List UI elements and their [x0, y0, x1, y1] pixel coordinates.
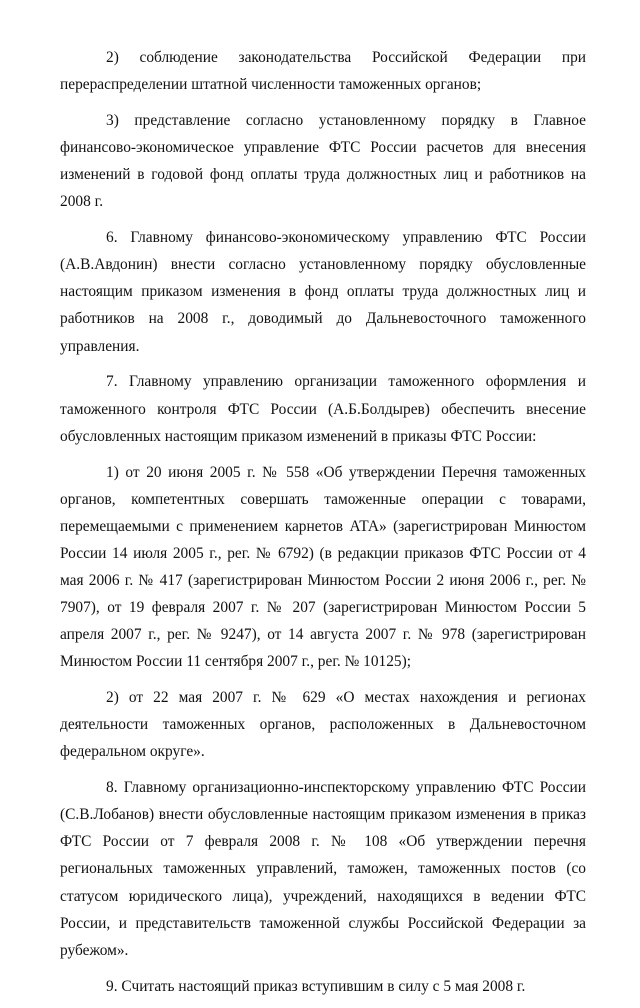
clause-7-item-2: 2) от 22 мая 2007 г. № 629 «О местах нахождения и регионах деятельности таможенных органов, расположенных в Дальневосточном федеральном округе». — [60, 689, 586, 761]
item-2-compliance: 2) соблюдение законодательства Российской Федерации при перераспределении штатной численности таможенных органов; — [60, 49, 586, 94]
item-3-submission: 3) представление согласно установленному порядку в Главное финансово-экономическое управление ФТС России расчетов для внесения изменений в годовой фонд оплаты труда должностных лиц и работников на 2008 г. — [60, 111, 586, 211]
clause-7-item-1: 1) от 20 июня 2005 г. № 558 «Об утверждении Перечня таможенных органов, компетентных совершать таможенные операции с товарами, перемещаемыми с применением карнетов АТА» (зарегистрирован Минюстом России 14 июля 2005 г., рег. № 6792) (в редакции приказов ФТС России от 4 мая 2006 г. № 417 (зарегистрирован Минюстом России 2 июня 2006 г., рег. № 7907), от 19 февраля 2007 г. № 207 (зарегистрирован Минюстом России 5 апреля 2007 г., рег. № 9247), от 14 августа 2007 г. № 978 (зарегистрирован Минюстом России 11 сентября 2007 г., рег. № 10125); — [60, 463, 586, 671]
clause-7: 7. Главному управлению организации таможенного оформления и таможенного контроля ФТС России (А.Б.Болдырев) обеспечить внесение обусловленных настоящим приказом изменений в приказы ФТС России: — [60, 373, 586, 445]
clause-6: 6. Главному финансово-экономическому управлению ФТС России (А.В.Авдонин) внести согласно установленному порядку обусловленные настоящим приказом изменения в фонд оплаты труда должностных лиц и работников на 2008 г., доводимый до Дальневосточного таможенного управления. — [60, 229, 586, 355]
document-page — [60, 44, 586, 1008]
clause-9: 9. Считать настоящий приказ вступившим в силу с 5 мая 2008 г. — [106, 977, 526, 995]
clause-8: 8. Главному организационно-инспекторскому управлению ФТС России (С.В.Лобанов) внести обусловленные настоящим приказом изменения в приказ ФТС России от 7 февраля 2008 г. № 108 «Об утверждении перечня региональных таможенных управлений, таможен, таможенных постов (со статусом юридического лица), учреждений, находящихся в ведении ФТС России, и представительств таможенной службы Российской Федерации за рубежом». — [60, 779, 586, 959]
